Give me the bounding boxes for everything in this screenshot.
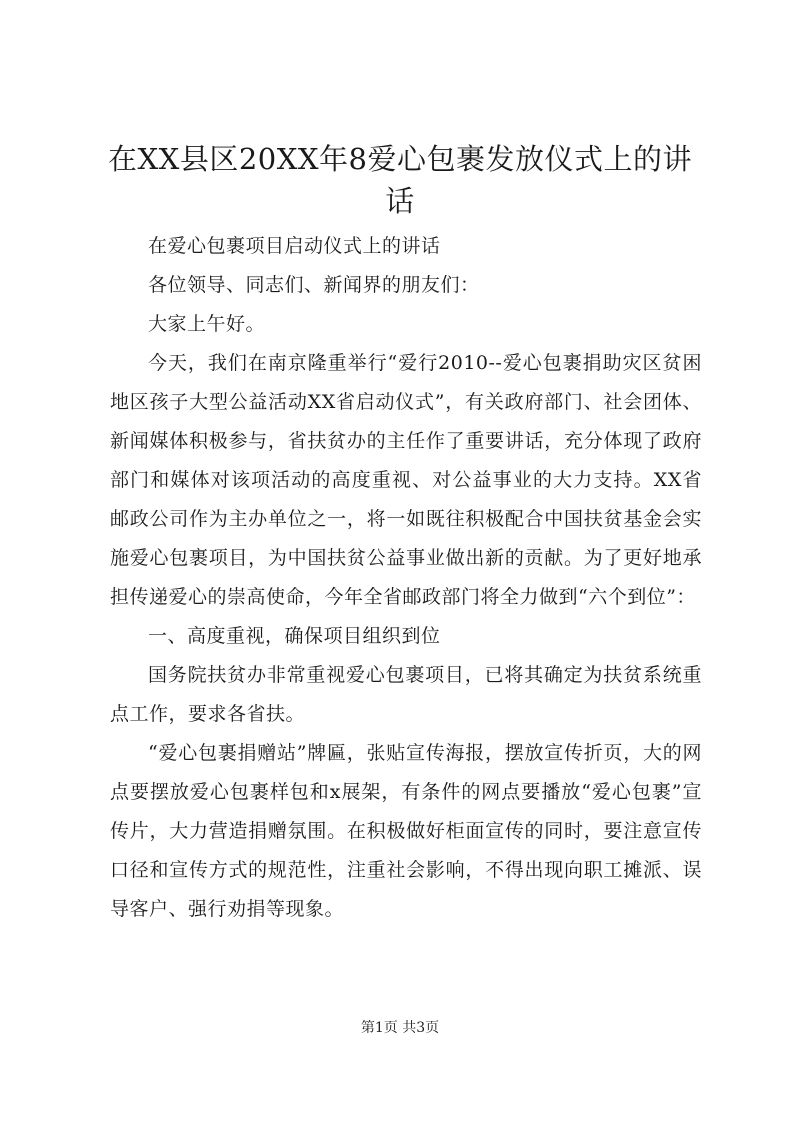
- paragraph-salutation: 各位领导、同志们、新闻界的朋友们：: [148, 274, 480, 296]
- page-footer: 第1页 共3页: [360, 1020, 440, 1036]
- document-title: 在XX县区20XX年8爱心包裹发放仪式上的讲话: [108, 142, 692, 218]
- paragraph-section-body: 国务院扶贫办非常重视爱心包裹项目，已将其确定为扶贫系统重点工作，要求各省扶。: [110, 664, 702, 725]
- paragraph-greeting: 大家上午好。: [148, 313, 266, 335]
- paragraph-subtitle: 在爱心包裹项目启动仪式上的讲话: [148, 235, 441, 257]
- paragraph-intro: 今天，我们在南京隆重举行“爱行2010--爱心包裹捐助灾区贫困地区孩子大型公益活动XX省启动仪式”，有关政府部门、社会团体、新闻媒体积极参与，省扶贫办的主任作了重要讲话，充分体现了政府部门和媒体对该项活动的高度重视、对公益事业的大力支持。XX省邮政公司作为主办单位之一，将一如既往积极配合中国扶贫基金会实施爱心包裹项目，为中国扶贫公益事业做出新的贡献。为了更好地承担传递爱心的崇高使命，今年全省邮政部门将全力做到“六个到位”：: [110, 352, 702, 608]
- paragraph-promotion: “爱心包裹捐赠站”牌匾，张贴宣传海报，摆放宣传折页，大的网点要摆放爱心包裹样包和x展架，有条件的网点要播放“爱心包裹”宣传片，大力营造捐赠氛围。在积极做好柜面宣传的同时，要注意宣传口径和宣传方式的规范性，注重社会影响，不得出现向职工摊派、误导客户、强行劝捐等现象。: [110, 742, 702, 920]
- paragraph-section-heading: 一、高度重视，确保项目组织到位: [148, 625, 441, 647]
- document-body: [110, 227, 702, 929]
